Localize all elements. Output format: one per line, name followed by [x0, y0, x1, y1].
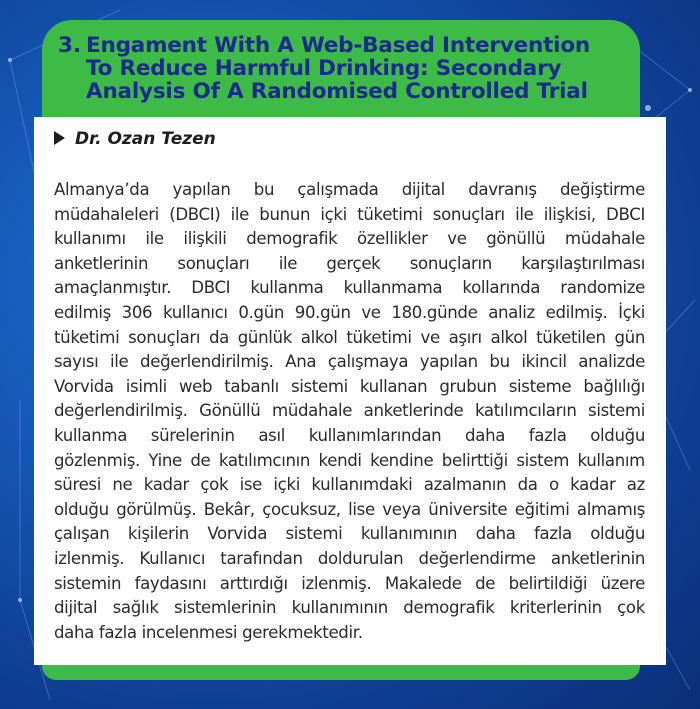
body-line: sistemin faydasını arttırdığı izlenmiş. Makalede de belirtildiği üzere [54, 573, 645, 593]
title-line: Engament With A Web-Based Intervention [86, 33, 591, 58]
body-line: gözlenmiş. Yine de katılımcının kendi kendine belirttiği sistem kullanım [54, 450, 645, 470]
body-line: dijital sağlık sistemlerinin kullanımının demografik kriterlerinin çok [54, 598, 645, 618]
body-line: sayısı ile değerlendirilmiş. Ana çalışmaya yapılan bu ikincil analizde [54, 352, 645, 372]
body-line: müdahaleleri (DBCI) ile bunun içki tüketimi sonuçları ile ilişkisi, DBCI [54, 204, 645, 224]
body-line: izlenmiş. Kullanıcı tarafından doldurulan değerlendirme anketlerinin [54, 548, 645, 568]
body-line: çalışan kişilerin Vorvida sistemi kullanımının daha fazla olduğu [54, 524, 645, 544]
body-line: tüketimi sonuçları da günlük alkol tüketimi ve aşırı alkol tüketilen gün [54, 327, 645, 347]
body-line: amaçlanmıştır. DBCI kullanma kullanmama kollarında randomize [54, 278, 645, 298]
body-line: olduğu görülmüş. Bekâr, çocuksuz, lise veya üniversite eğitimi almamış [54, 499, 645, 519]
author-line [54, 129, 216, 149]
section-number: 3. [58, 33, 82, 58]
author-name: Dr. Ozan Tezen [75, 129, 216, 149]
body-line: kullanımı ile ilişkili demografik özellikler ve gönüllü müdahale [54, 229, 645, 249]
body-paragraph [54, 178, 645, 645]
body-line: edilmiş 306 kullanıcı 0.gün 90.gün ve 180.günde analiz edilmiş. İçki [54, 302, 645, 322]
body-line: daha fazla incelenmesi gerekmektedir. [54, 622, 363, 642]
section-title [58, 34, 633, 103]
body-line: anketlerinin sonuçları ile gerçek sonuçların karşılaştırılması [54, 253, 645, 273]
body-line: değerlendirilmiş. Gönüllü müdahale anketlerinde katılımcıların sistemi [54, 401, 645, 421]
title-line: Analysis Of A Randomised Controlled Trial [86, 79, 588, 104]
body-line: Almanya’da yapılan bu çalışmada dijital davranış değiştirme [54, 180, 645, 199]
body-line: Vorvida isimli web tabanlı sistemi kullanan grubun sisteme bağlılığı [54, 376, 645, 396]
play-triangle-icon [54, 131, 65, 145]
title-line: To Reduce Harmful Drinking: Secondary [86, 56, 562, 81]
body-line: kullanma sürelerinin asıl kullanımlarından daha fazla olduğu [54, 425, 645, 445]
body-line: süresi ne kadar çok ise içki kullanımdaki azalmanın da o kadar az [54, 475, 645, 495]
